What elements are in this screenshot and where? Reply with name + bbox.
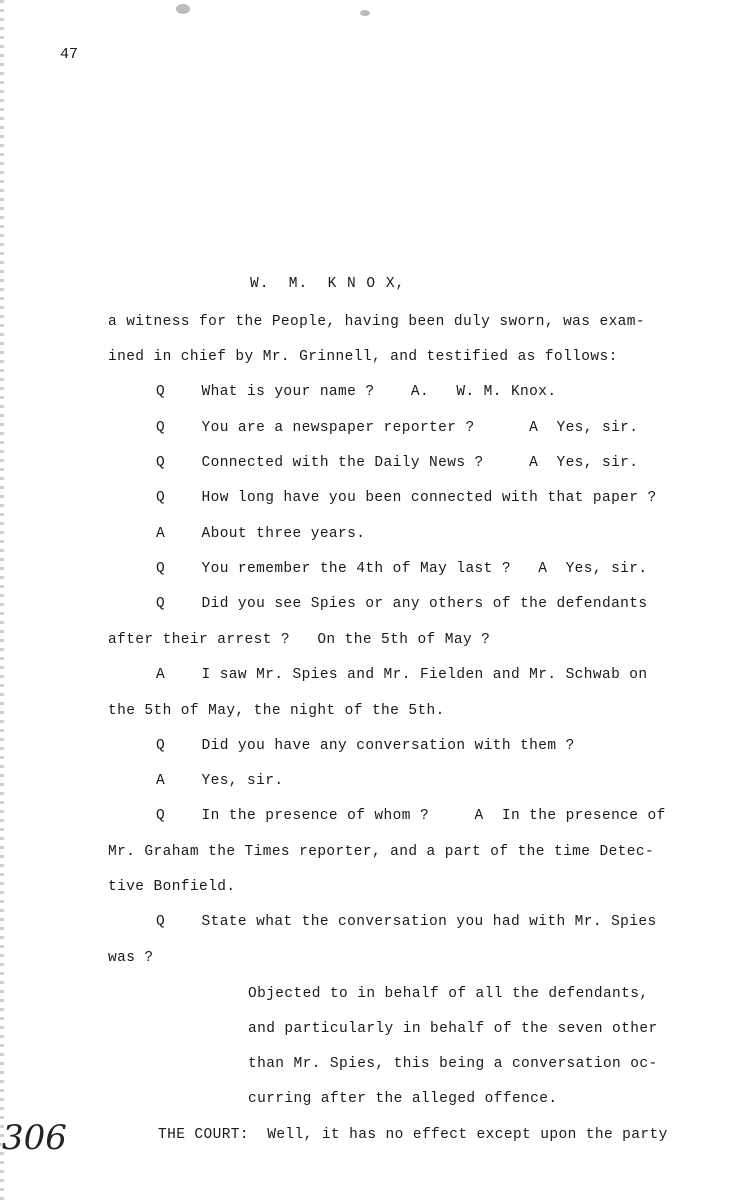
handwritten-margin-number: 306 [2, 1118, 67, 1158]
testimony-line: tive Bonfield. [108, 879, 236, 895]
objection-line: than Mr. Spies, this being a conversation oc- [248, 1056, 658, 1072]
testimony-line: Q Connected with the Daily News ? A Yes, sir. [156, 455, 639, 471]
testimony-line: Q In the presence of whom ? A In the presence of [156, 808, 666, 824]
court-ruling-line: THE COURT: Well, it has no effect except upon the party [158, 1127, 668, 1143]
testimony-line: Q Did you have any conversation with them ? [156, 738, 575, 754]
intro-line: a witness for the People, having been duly sworn, was exam- [108, 314, 645, 330]
testimony-line: was ? [108, 950, 154, 966]
ink-smudge [176, 4, 190, 14]
objection-line: and particularly in behalf of the seven other [248, 1021, 658, 1037]
intro-line: ined in chief by Mr. Grinnell, and testified as follows: [108, 349, 618, 365]
testimony-line: the 5th of May, the night of the 5th. [108, 703, 445, 719]
testimony-line: after their arrest ? On the 5th of May ? [108, 632, 491, 648]
testimony-line: A I saw Mr. Spies and Mr. Fielden and Mr. Schwab on [156, 667, 648, 683]
ink-smudge [360, 10, 370, 16]
objection-line: Objected to in behalf of all the defendants, [248, 986, 649, 1002]
testimony-line: Q State what the conversation you had with Mr. Spies [156, 914, 657, 930]
testimony-line: Q How long have you been connected with that paper ? [156, 490, 657, 506]
binding-edge [0, 0, 4, 1200]
testimony-line: Q You remember the 4th of May last ? A Yes, sir. [156, 561, 648, 577]
witness-heading: W. M. K N O X, [250, 276, 406, 292]
objection-line: curring after the alleged offence. [248, 1091, 558, 1107]
testimony-line: Q Did you see Spies or any others of the defendants [156, 596, 648, 612]
testimony-line: A Yes, sir. [156, 773, 284, 789]
testimony-line: Q You are a newspaper reporter ? A Yes, sir. [156, 420, 639, 436]
testimony-line: A About three years. [156, 526, 366, 542]
testimony-line: Q What is your name ? A. W. M. Knox. [156, 384, 557, 400]
page-number: 47 [60, 46, 79, 63]
testimony-line: Mr. Graham the Times reporter, and a part of the time Detec- [108, 844, 655, 860]
